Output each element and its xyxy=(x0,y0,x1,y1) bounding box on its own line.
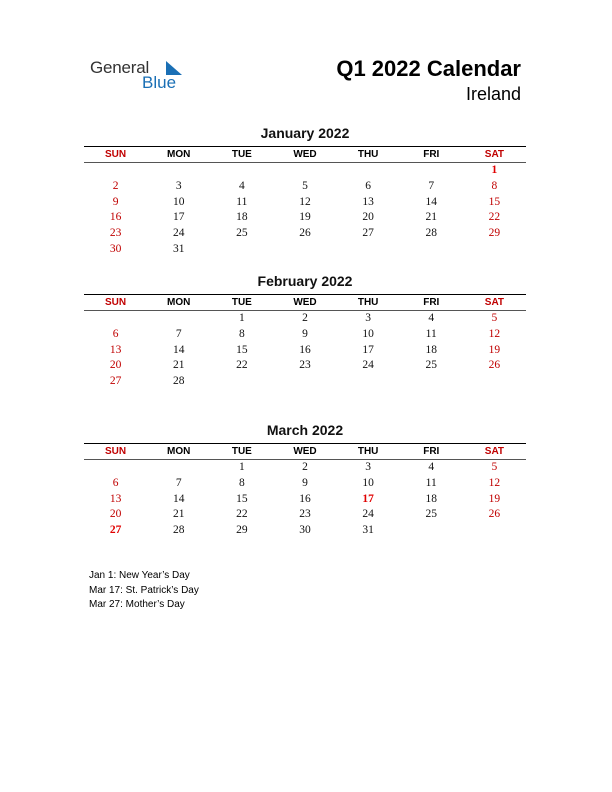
weekday-label-mon: MON xyxy=(167,297,191,308)
logo-text-general: General xyxy=(90,58,150,77)
weekday-label-wed: WED xyxy=(293,446,317,457)
weekday-label-tue: TUE xyxy=(231,149,252,160)
day-cell: 8 xyxy=(491,179,498,192)
weekday-label-fri: FRI xyxy=(423,446,440,457)
month-block-march xyxy=(84,422,526,539)
empty-cell xyxy=(210,163,273,179)
holiday-list xyxy=(89,569,199,613)
day-cell: 21 xyxy=(172,508,185,521)
day-cell: 27 xyxy=(109,524,122,537)
day-cell: 2 xyxy=(302,312,308,324)
day-cell: 16 xyxy=(109,211,122,224)
day-cell: 2 xyxy=(302,461,308,473)
day-cell: 14 xyxy=(172,343,185,356)
day-cell: 21 xyxy=(425,211,437,224)
logo xyxy=(90,58,190,92)
day-cell: 14 xyxy=(425,195,437,208)
weekday-label-sat: SAT xyxy=(484,297,505,308)
day-cell: 10 xyxy=(172,195,185,208)
holiday-item: Mar 17: St. Patrick’s Day xyxy=(89,584,199,596)
day-cell: 4 xyxy=(428,461,435,473)
month-title: January 2022 xyxy=(260,125,350,141)
day-cell: 28 xyxy=(172,524,185,537)
day-cell: 17 xyxy=(362,492,374,505)
day-cell: 15 xyxy=(236,492,248,505)
day-cell: 22 xyxy=(488,211,501,224)
weekday-header xyxy=(84,443,526,460)
weekday-label-fri: FRI xyxy=(423,149,440,160)
day-cell: 29 xyxy=(488,227,501,240)
day-cell: 11 xyxy=(425,327,437,340)
day-cell: 19 xyxy=(488,343,501,356)
day-cell: 18 xyxy=(425,492,437,505)
weekday-label-tue: TUE xyxy=(231,297,252,308)
month-title: February 2022 xyxy=(257,273,353,289)
weekday-label-wed: WED xyxy=(293,297,317,308)
day-cell: 11 xyxy=(425,476,437,489)
day-cell: 16 xyxy=(299,492,311,505)
day-cell: 30 xyxy=(109,242,122,255)
weekday-label-sun: SUN xyxy=(105,297,127,308)
empty-cell xyxy=(84,460,147,476)
logo-text-blue: Blue xyxy=(142,73,177,92)
day-cell: 12 xyxy=(488,327,501,340)
day-cell: 17 xyxy=(172,211,185,224)
holiday-item: Mar 27: Mother’s Day xyxy=(89,599,185,610)
day-cell: 30 xyxy=(299,524,311,537)
day-cell: 28 xyxy=(425,227,437,240)
day-cell: 9 xyxy=(302,327,308,340)
day-cell: 23 xyxy=(109,227,122,240)
day-cell: 5 xyxy=(491,461,498,473)
day-cell: 20 xyxy=(109,359,122,372)
day-cell: 2 xyxy=(112,179,119,192)
month-block-february xyxy=(84,273,526,390)
day-cell: 20 xyxy=(362,211,374,224)
day-grid xyxy=(84,163,526,258)
day-cell: 22 xyxy=(236,359,248,372)
empty-cell xyxy=(84,163,147,179)
weekday-label-thu: THU xyxy=(357,446,379,457)
empty-cell xyxy=(400,163,463,179)
day-cell: 13 xyxy=(109,343,122,356)
day-cell: 4 xyxy=(238,179,245,192)
country-name: Ireland xyxy=(465,84,521,104)
day-cell: 27 xyxy=(362,227,374,240)
day-cell: 9 xyxy=(302,476,308,489)
day-cell: 3 xyxy=(365,312,371,324)
day-cell: 25 xyxy=(425,359,437,372)
day-cell: 5 xyxy=(491,312,498,324)
day-cell: 1 xyxy=(238,312,245,324)
month-title: March 2022 xyxy=(266,422,344,438)
day-cell: 5 xyxy=(302,179,308,192)
weekday-label-thu: THU xyxy=(357,149,379,160)
weekday-label-mon: MON xyxy=(167,149,191,160)
weekday-label-thu: THU xyxy=(357,297,379,308)
weekday-label-sat: SAT xyxy=(484,149,505,160)
day-cell: 18 xyxy=(425,343,437,356)
day-cell: 8 xyxy=(238,476,245,489)
day-cell: 26 xyxy=(299,227,311,240)
day-cell: 22 xyxy=(236,508,248,521)
day-cell: 6 xyxy=(365,179,371,192)
day-cell: 25 xyxy=(425,508,437,521)
day-cell: 9 xyxy=(112,195,119,208)
day-cell: 7 xyxy=(175,327,182,340)
weekday-label-wed: WED xyxy=(293,149,317,160)
page-title: Q1 2022 Calendar xyxy=(336,56,521,81)
day-cell: 26 xyxy=(488,508,501,521)
day-cell: 17 xyxy=(362,343,374,356)
weekday-header xyxy=(84,146,526,163)
day-cell: 20 xyxy=(109,508,122,521)
day-cell: 1 xyxy=(238,461,245,473)
day-cell: 28 xyxy=(172,375,185,388)
day-cell: 6 xyxy=(112,327,119,340)
day-cell: 25 xyxy=(236,227,248,240)
weekday-label-sat: SAT xyxy=(484,446,505,457)
day-cell: 8 xyxy=(238,327,245,340)
day-cell: 31 xyxy=(172,242,185,255)
holiday-item: Jan 1: New Year’s Day xyxy=(89,570,190,581)
weekday-header xyxy=(84,294,526,311)
day-cell: 29 xyxy=(236,524,248,537)
day-cell: 10 xyxy=(362,327,374,340)
day-cell: 27 xyxy=(109,375,122,388)
day-cell: 12 xyxy=(299,195,311,208)
day-cell: 19 xyxy=(488,492,501,505)
day-cell: 24 xyxy=(362,359,374,372)
day-cell: 10 xyxy=(362,476,374,489)
weekday-label-tue: TUE xyxy=(231,446,252,457)
day-cell: 23 xyxy=(299,359,311,372)
weekday-label-fri: FRI xyxy=(423,297,440,308)
day-cell: 7 xyxy=(428,179,435,192)
day-cell: 19 xyxy=(299,211,311,224)
day-cell: 15 xyxy=(488,195,501,208)
day-cell: 24 xyxy=(172,227,185,240)
day-cell: 7 xyxy=(175,476,182,489)
day-cell: 6 xyxy=(112,476,119,489)
day-cell: 14 xyxy=(172,492,185,505)
month-block-january xyxy=(84,125,526,258)
day-cell: 3 xyxy=(175,179,182,192)
day-cell: 26 xyxy=(488,359,501,372)
day-cell: 24 xyxy=(362,508,374,521)
day-cell: 1 xyxy=(491,164,498,176)
empty-cell xyxy=(84,311,147,327)
day-cell: 15 xyxy=(236,343,248,356)
day-cell: 13 xyxy=(362,195,374,208)
day-cell: 18 xyxy=(236,211,248,224)
day-cell: 11 xyxy=(236,195,248,208)
empty-cell xyxy=(273,163,336,179)
weekday-label-sun: SUN xyxy=(105,446,127,457)
weekday-label-sun: SUN xyxy=(105,149,127,160)
day-cell: 21 xyxy=(172,359,185,372)
day-cell: 31 xyxy=(362,524,374,537)
empty-cell xyxy=(337,163,400,179)
day-cell: 13 xyxy=(109,492,122,505)
day-cell: 12 xyxy=(488,476,501,489)
weekday-label-mon: MON xyxy=(167,446,191,457)
day-cell: 4 xyxy=(428,312,435,324)
empty-cell xyxy=(147,311,210,327)
day-grid xyxy=(84,460,526,539)
day-cell: 16 xyxy=(299,343,311,356)
empty-cell xyxy=(147,460,210,476)
empty-cell xyxy=(147,163,210,179)
day-cell: 23 xyxy=(299,508,311,521)
day-grid xyxy=(84,311,526,390)
day-cell: 3 xyxy=(365,461,371,473)
